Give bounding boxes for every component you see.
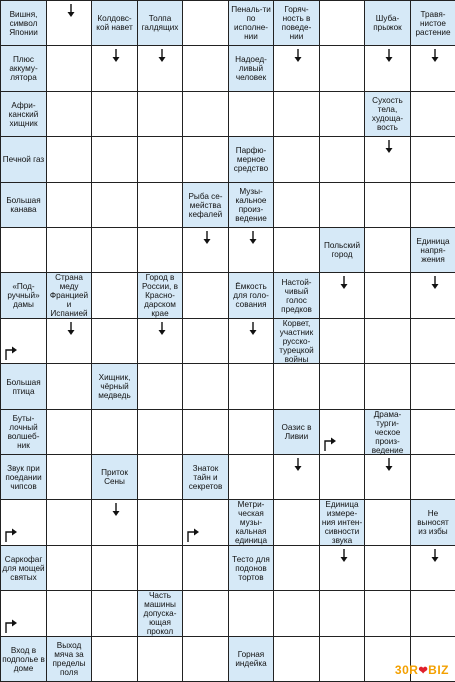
answer-cell[interactable] [137, 182, 183, 228]
clue-cell [91, 363, 138, 410]
clue-cell [91, 454, 138, 500]
answer-cell[interactable] [46, 590, 92, 637]
clue-text: Вход в подполье в доме [2, 645, 45, 673]
answer-cell[interactable] [46, 227, 92, 273]
arrow-down-icon [108, 48, 124, 64]
answer-cell[interactable] [273, 545, 320, 591]
arrow-down-icon [154, 48, 170, 64]
clue-text: Тесто для подонов тортов [232, 554, 270, 582]
arrow-down-icon [381, 139, 397, 155]
answer-cell[interactable] [319, 545, 365, 591]
clue-text: Шуба-прыжок [373, 14, 402, 32]
arrow-down-icon [154, 321, 170, 337]
clue-cell [319, 499, 365, 546]
answer-cell[interactable] [137, 454, 183, 500]
clue-cell [0, 45, 47, 92]
arrow-elbow-right-icon [3, 527, 19, 543]
answer-cell[interactable] [182, 636, 229, 682]
arrow-down-icon [336, 548, 352, 564]
answer-cell[interactable] [46, 454, 92, 500]
answer-cell[interactable] [410, 409, 455, 455]
clue-text: Польский город [323, 241, 361, 259]
clue-cell [0, 182, 47, 228]
clue-cell [410, 499, 455, 546]
answer-cell[interactable] [273, 136, 320, 183]
answer-cell[interactable] [410, 182, 455, 228]
answer-cell[interactable] [182, 136, 229, 183]
clue-text: Метри-ческая музы-кальная единица [234, 500, 268, 545]
clue-cell [0, 0, 47, 46]
answer-cell[interactable] [228, 454, 274, 500]
clue-cell [228, 499, 274, 546]
clue-cell [228, 272, 274, 319]
answer-cell[interactable] [0, 318, 47, 364]
clue-cell [182, 454, 229, 500]
arrow-down-icon [336, 275, 352, 291]
answer-cell[interactable] [182, 272, 229, 319]
clue-text: Город в России, в Красно-дарском крае [142, 273, 178, 318]
answer-cell[interactable] [410, 91, 455, 137]
answer-cell[interactable] [91, 409, 138, 455]
clue-text: «Под-ручный» дамы [7, 282, 40, 309]
answer-cell[interactable] [46, 499, 92, 546]
clue-cell [0, 272, 47, 319]
answer-cell[interactable] [182, 227, 229, 273]
answer-cell[interactable] [46, 136, 92, 183]
answer-cell[interactable] [91, 182, 138, 228]
clue-text: Колдовс-кой навет [96, 14, 133, 32]
clue-cell [137, 590, 183, 637]
answer-cell[interactable] [46, 0, 92, 46]
clue-cell [0, 409, 47, 455]
clue-text: Афри-канский хищник [8, 100, 39, 128]
clue-text: Большая канава [6, 196, 41, 214]
answer-cell[interactable] [410, 318, 455, 364]
clue-text: Единица напря-жения [416, 236, 450, 264]
answer-cell[interactable] [91, 590, 138, 637]
clue-text: Парфю-мерное средство [233, 146, 269, 173]
arrow-down-icon [199, 230, 215, 246]
answer-cell[interactable] [91, 499, 138, 546]
clue-text: Знаток тайн и секретов [188, 463, 223, 491]
answer-cell[interactable] [319, 590, 365, 637]
answer-cell[interactable] [91, 227, 138, 273]
answer-cell[interactable] [273, 363, 320, 410]
clue-cell [0, 636, 47, 682]
answer-cell[interactable] [410, 45, 455, 92]
clue-text: Приток Сены [101, 468, 128, 486]
clue-text: Хищник, чёрный медведь [98, 373, 131, 400]
answer-cell[interactable] [46, 45, 92, 92]
arrow-down-icon [427, 548, 443, 564]
answer-cell[interactable] [319, 454, 365, 500]
answer-cell[interactable] [273, 182, 320, 228]
answer-cell[interactable] [91, 545, 138, 591]
clue-cell [91, 0, 138, 46]
watermark-logo: 30R❤BIZ [394, 663, 449, 677]
answer-cell[interactable] [182, 91, 229, 137]
answer-cell[interactable] [273, 590, 320, 637]
clue-text: Травя-нистое растение [415, 9, 451, 37]
clue-text: Рыба се-мейства кефалей [188, 191, 223, 219]
clue-text: Не выносят из избы [417, 509, 449, 536]
answer-cell[interactable] [137, 136, 183, 183]
answer-cell[interactable] [91, 136, 138, 183]
clue-text: Печной газ [2, 155, 45, 164]
clue-cell [273, 409, 320, 455]
clue-text: Выход мяча за пределы поля [52, 641, 86, 677]
arrow-down-icon [427, 275, 443, 291]
clue-cell [0, 545, 47, 591]
arrow-elbow-right-icon [3, 345, 19, 361]
clue-cell [364, 0, 411, 46]
clue-text: Большая птица [6, 377, 41, 396]
answer-cell[interactable] [91, 91, 138, 137]
answer-cell[interactable] [319, 182, 365, 228]
answer-cell[interactable] [364, 363, 411, 410]
answer-cell[interactable] [364, 545, 411, 591]
answer-cell[interactable] [228, 590, 274, 637]
clue-text: Горяч-ность в поведе-нии [281, 5, 312, 41]
answer-cell[interactable] [182, 0, 229, 46]
answer-cell[interactable] [46, 409, 92, 455]
answer-cell[interactable] [364, 318, 411, 364]
clue-cell [137, 272, 183, 319]
answer-cell[interactable] [319, 636, 365, 682]
clue-cell [364, 409, 411, 455]
answer-cell[interactable] [273, 91, 320, 137]
answer-cell[interactable] [228, 318, 274, 364]
clue-cell [228, 182, 274, 228]
answer-cell[interactable] [0, 499, 47, 546]
clue-cell [137, 0, 183, 46]
clue-text: Буты-лочный волшеб-ник [7, 414, 40, 450]
clue-text: Саркофаг для мощей святых [2, 554, 45, 582]
answer-cell[interactable] [137, 45, 183, 92]
clue-text: Настой-чивый голос предков [281, 277, 312, 314]
answer-cell[interactable] [319, 91, 365, 137]
arrow-down-icon [427, 48, 443, 64]
answer-cell[interactable] [46, 545, 92, 591]
arrow-down-icon [290, 48, 306, 64]
answer-cell[interactable] [364, 272, 411, 319]
answer-cell[interactable] [137, 227, 183, 273]
clue-text: Корвет, участник русско-турецкой войны [279, 318, 314, 364]
answer-cell[interactable] [364, 45, 411, 92]
clue-cell [273, 272, 320, 319]
answer-cell[interactable] [319, 363, 365, 410]
answer-cell[interactable] [182, 45, 229, 92]
answer-cell[interactable] [364, 227, 411, 273]
clue-text: Часть машины допуска-ющая прокол [143, 591, 177, 636]
answer-cell[interactable] [91, 636, 138, 682]
clue-cell [228, 45, 274, 92]
arrow-elbow-right-icon [3, 618, 19, 634]
answer-cell[interactable] [182, 318, 229, 364]
answer-cell[interactable] [228, 363, 274, 410]
clue-text: Оазис в Ливии [281, 423, 312, 441]
clue-text: Плюс аккуму-лятора [9, 55, 38, 82]
answer-cell[interactable] [410, 545, 455, 591]
answer-cell[interactable] [0, 590, 47, 637]
clue-text: Пеналь-ти по исполне-нии [231, 5, 271, 41]
clue-text: Вишня, символ Японии [9, 9, 38, 37]
answer-cell[interactable] [182, 363, 229, 410]
clue-text: Горная индейка [235, 650, 267, 668]
answer-cell[interactable] [228, 409, 274, 455]
arrow-down-icon [381, 457, 397, 473]
answer-cell[interactable] [364, 499, 411, 546]
answer-cell[interactable] [364, 590, 411, 637]
clue-text: Музы-кальное произ-ведение [235, 187, 267, 223]
clue-text: Единица измере-ния интен-сивности звука [321, 500, 363, 545]
answer-cell[interactable] [137, 636, 183, 682]
arrow-down-icon [63, 321, 79, 337]
answer-cell[interactable] [319, 136, 365, 183]
answer-cell[interactable] [91, 45, 138, 92]
answer-cell[interactable] [273, 45, 320, 92]
answer-cell[interactable] [46, 91, 92, 137]
answer-cell[interactable] [91, 272, 138, 319]
answer-cell[interactable] [137, 545, 183, 591]
answer-cell[interactable] [319, 0, 365, 46]
arrow-down-icon [245, 321, 261, 337]
answer-cell[interactable] [273, 499, 320, 546]
answer-cell[interactable] [137, 91, 183, 137]
clue-text: Надоед-ливый человек [235, 55, 267, 82]
answer-cell[interactable] [228, 227, 274, 273]
clue-cell [46, 636, 92, 682]
clue-cell [273, 318, 320, 364]
arrow-elbow-right-icon [322, 436, 338, 452]
answer-cell[interactable] [410, 590, 455, 637]
answer-cell[interactable] [137, 318, 183, 364]
answer-cell[interactable] [137, 409, 183, 455]
answer-cell[interactable] [182, 409, 229, 455]
clue-cell [228, 636, 274, 682]
clue-cell [364, 91, 411, 137]
answer-cell[interactable] [228, 91, 274, 137]
heart-icon: ❤ [418, 665, 429, 677]
clue-cell [0, 91, 47, 137]
answer-cell[interactable] [182, 499, 229, 546]
clue-text: Сухость тела, худоща-вость [371, 96, 404, 132]
answer-cell[interactable] [319, 318, 365, 364]
clue-text: Звук при поедании чипсов [5, 463, 42, 491]
answer-cell[interactable] [273, 227, 320, 273]
clue-cell [410, 227, 455, 273]
answer-cell[interactable] [273, 636, 320, 682]
answer-cell[interactable] [410, 272, 455, 319]
answer-cell[interactable] [46, 182, 92, 228]
clue-cell [182, 182, 229, 228]
clue-cell [228, 0, 274, 46]
answer-cell[interactable] [137, 363, 183, 410]
answer-cell[interactable] [46, 363, 92, 410]
answer-cell[interactable] [364, 454, 411, 500]
clue-cell [228, 136, 274, 183]
clue-cell [319, 227, 365, 273]
answer-cell[interactable] [410, 136, 455, 183]
answer-cell[interactable] [410, 363, 455, 410]
clue-cell [0, 363, 47, 410]
clue-text: Толпа галдящих [141, 14, 179, 32]
answer-cell[interactable] [91, 318, 138, 364]
answer-cell[interactable] [319, 409, 365, 455]
arrow-elbow-right-icon [185, 527, 201, 543]
answer-cell[interactable] [319, 45, 365, 92]
answer-cell[interactable] [46, 318, 92, 364]
answer-cell[interactable] [364, 182, 411, 228]
clue-cell [273, 0, 320, 46]
answer-cell[interactable] [410, 454, 455, 500]
answer-cell[interactable] [182, 590, 229, 637]
arrow-down-icon [290, 457, 306, 473]
answer-cell[interactable] [319, 272, 365, 319]
arrow-down-icon [63, 3, 79, 19]
clue-text: Ёмкость для голо-сования [233, 282, 269, 309]
clue-cell [0, 136, 47, 183]
clue-cell [410, 0, 455, 46]
answer-cell[interactable] [364, 136, 411, 183]
arrow-down-icon [108, 502, 124, 518]
answer-cell[interactable] [0, 227, 47, 273]
answer-cell[interactable] [137, 499, 183, 546]
clue-text: Страна меду Францией и Испанией [49, 273, 89, 318]
clue-cell [0, 454, 47, 500]
arrow-down-icon [381, 48, 397, 64]
clue-cell [228, 545, 274, 591]
clue-cell [46, 272, 92, 319]
arrow-down-icon [245, 230, 261, 246]
answer-cell[interactable] [273, 454, 320, 500]
answer-cell[interactable] [182, 545, 229, 591]
clue-text: Драма-турги-ческое произ-ведение [371, 409, 404, 455]
